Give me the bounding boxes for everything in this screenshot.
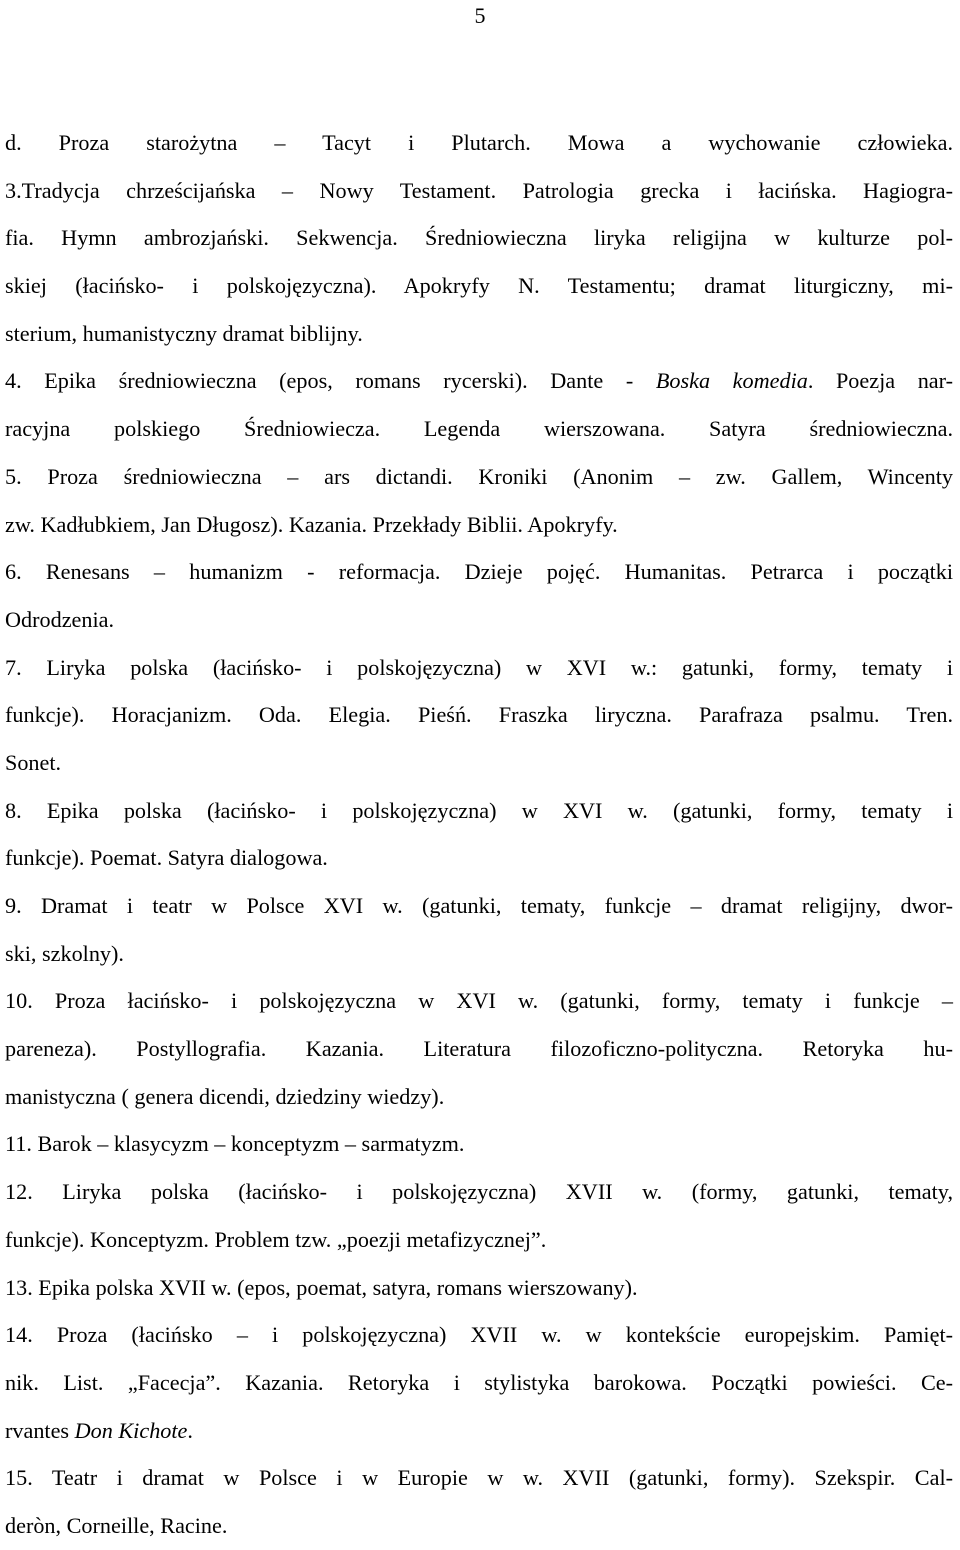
text-line: 8. Epika polska (łacińsko- i polskojęzyczna) w XVI w. (gatunki, formy, tematy i xyxy=(5,797,953,823)
text-line: 9. Dramat i teatr w Polsce XVI w. (gatunki, tematy, funkcje – dramat religijny, dwor- xyxy=(5,893,953,918)
text-run: . Poezja nar- xyxy=(807,368,953,394)
document-body xyxy=(5,119,953,1550)
text-line xyxy=(5,1407,953,1455)
text-line: 7. Liryka polska (łacińsko- i polskojęzyczna) w XVI w.: gatunki, formy, tematy i xyxy=(5,654,953,680)
text-line: funkcje). Konceptyzm. Problem tzw. „poezji metafizycznej”. xyxy=(5,1226,547,1252)
text-line: 10. Proza łacińsko- i polskojęzyczna w XVI w. (gatunki, formy, tematy i funkcje – xyxy=(5,988,953,1014)
page-number: 5 xyxy=(474,3,486,28)
text-line: d. Proza starożytna – Tacyt i Plutarch. Mowa a wychowanie człowieka. xyxy=(5,130,953,155)
text-line: 15. Teatr i dramat w Polsce i w Europie w w. XVII (gatunki, formy). Szekspir. Cal- xyxy=(5,1465,953,1491)
italic-title: Don Kichote xyxy=(74,1417,188,1443)
text-line: funkcje). Horacjanizm. Oda. Elegia. Pieśń. Fraszka liryczna. Parafraza psalmu. Tren. xyxy=(5,702,953,728)
text-line: pareneza). Postyllografia. Kazania. Literatura filozoficzno-polityczna. Retoryka hu- xyxy=(5,1036,953,1062)
text-line: 14. Proza (łacińsko – i polskojęzyczna) XVII w. w kontekście europejskim. Pamięt- xyxy=(5,1322,953,1348)
text-line: zw. Kadłubkiem, Jan Długosz). Kazania. Przekłady Biblii. Apokryfy. xyxy=(5,511,618,537)
text-line: 11. Barok – klasycyzm – konceptyzm – sarmatyzm. xyxy=(5,1131,465,1157)
text-line: funkcje). Poemat. Satyra dialogowa. xyxy=(5,845,328,871)
italic-title: Boska komedia xyxy=(655,368,808,394)
text-line: racyjna polskiego Średniowiecza. Legenda wierszowana. Satyra średniowieczna. xyxy=(5,416,953,442)
text-line: fia. Hymn ambrozjański. Sekwencja. Średniowieczna liryka religijna w kulturze pol- xyxy=(5,225,953,251)
text-line: manistyczna ( genera dicendi, dziedziny wiedzy). xyxy=(5,1083,445,1109)
text-line: ski, szkolny). xyxy=(5,940,124,966)
text-line: sterium, humanistyczny dramat biblijny. xyxy=(5,320,363,346)
text-line: skiej (łacińsko- i polskojęzyczna). Apokryfy N. Testamentu; dramat liturgiczny, mi- xyxy=(5,273,953,299)
text-run: 4. Epika średniowieczna (epos, romans rycerski). Dante - xyxy=(5,368,656,394)
text-line xyxy=(5,357,953,405)
text-line: Odrodzenia. xyxy=(5,606,115,632)
text-line: Sonet. xyxy=(5,749,62,775)
text-run: rvantes xyxy=(5,1417,75,1443)
text-line: 6. Renesans – humanizm - reformacja. Dzieje pojęć. Humanitas. Petrarca i początki xyxy=(5,559,953,585)
text-line: 5. Proza średniowieczna – ars dictandi. Kroniki (Anonim – zw. Gallem, Wincenty xyxy=(5,463,953,489)
text-line: 13. Epika polska XVII w. (epos, poemat, satyra, romans wierszowany). xyxy=(5,1274,638,1300)
text-line: nik. List. „Facecja”. Kazania. Retoryka i stylistyka barokowa. Początki powieści. Ce- xyxy=(5,1369,953,1395)
text-line: 12. Liryka polska (łacińsko- i polskojęzyczna) XVII w. (formy, gatunki, tematy, xyxy=(5,1179,953,1205)
text-line: 3.Tradycja chrześcijańska – Nowy Testament. Patrologia grecka i łacińska. Hagiogra- xyxy=(5,177,953,203)
text-line: deròn, Corneille, Racine. xyxy=(5,1512,228,1538)
text-run: . xyxy=(187,1417,193,1443)
